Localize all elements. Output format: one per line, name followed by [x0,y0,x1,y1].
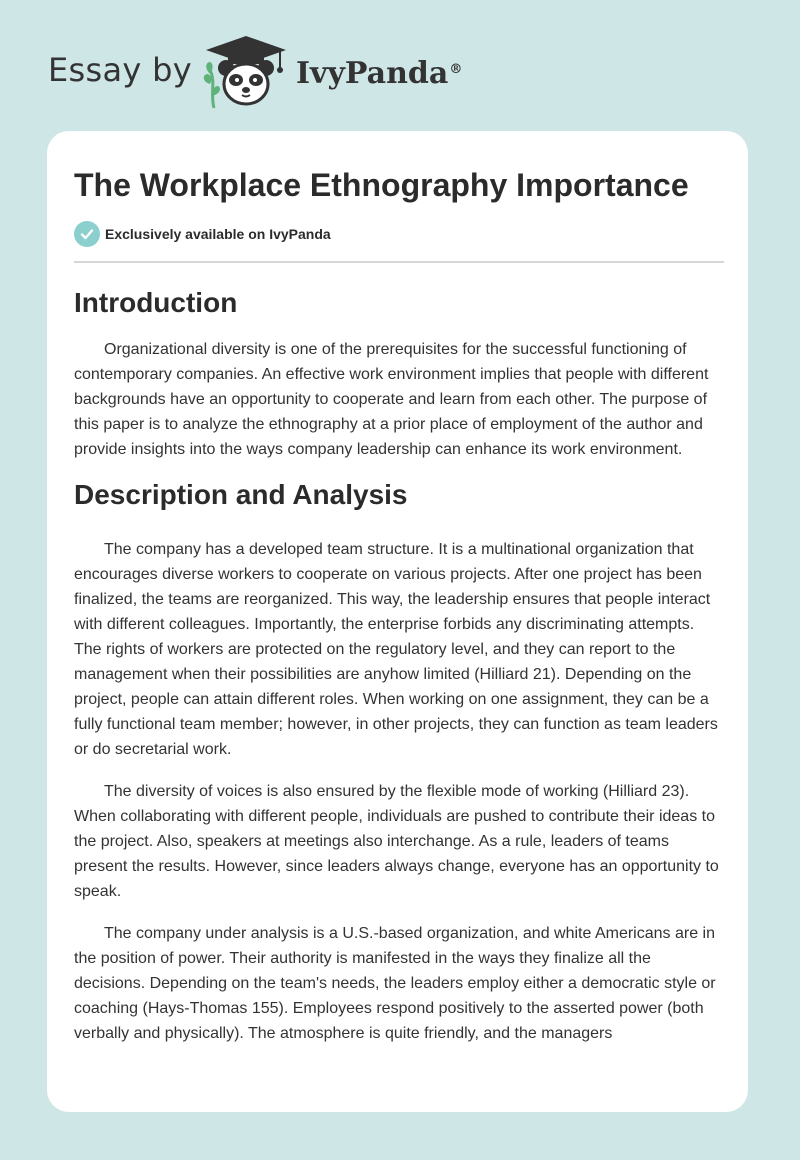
essay-title: The Workplace Ethnography Importance [74,167,689,203]
section-heading-description-analysis: Description and Analysis [74,479,408,510]
paragraph: The diversity of voices is also ensured by the flexible mode of working (Hilliard 23). When collaborating with different people, individuals are pushed to contribute their ideas to the project. Also, speakers at meetings also interchange. As a rule, leaders of teams present the results. However, since leaders always change, everyone has an opportunity to speak. [74,783,719,900]
divider [74,261,724,263]
essay-body [74,279,724,1046]
paragraph: The company has a developed team structure. It is a multinational organization that encourages diverse workers to cooperate on various projects. After one project has been finalized, the teams are reorganized. This way, the leadership ensures that people interact with different colleagues. Importantly, the enterprise forbids any discriminating attempts. The rights of workers are protected on the regulatory level, and they can report to the management when their possibilities are anyhow limited (Hilliard 21). Depending on the project, people can attain different roles. When working on one assignment, they can be a fully functional team member; however, in other projects, they can function as team leaders or do secretarial work. [74,541,718,758]
panda-graduate-icon [200,34,292,110]
paragraph: The company under analysis is a U.S.-based organization, and white Americans are in the position of power. Their authority is manifested in the ways they finalize all the decisions. Depending on the team's needs, the leaders employ either a democratic style or coaching (Hays-Thomas 155). Employees respond positively to the asserted power (both verbally and physically). The atmosphere is quite friendly, and the managers [74,925,716,1042]
site-header [0,0,800,130]
exclusive-badge [74,221,331,247]
check-icon [74,221,100,247]
brand-prefix: Essay by [48,51,192,89]
badge-label: Exclusively available on IvyPanda [105,226,331,242]
brand-name: IvyPanda® [296,56,463,91]
section-heading-introduction: Introduction [74,287,238,318]
essay-card [47,131,748,1112]
registered-mark: ® [449,62,463,77]
paragraph: Organizational diversity is one of the prerequisites for the successful functioning of contemporary companies. An effective work environment implies that people with different backgrounds have an opportunity to cooperate and learn from each other. The purpose of this paper is to analyze the ethnography at a prior place of employment of the author and provide insights into the ways company leadership can enhance its work environment. [74,341,709,458]
